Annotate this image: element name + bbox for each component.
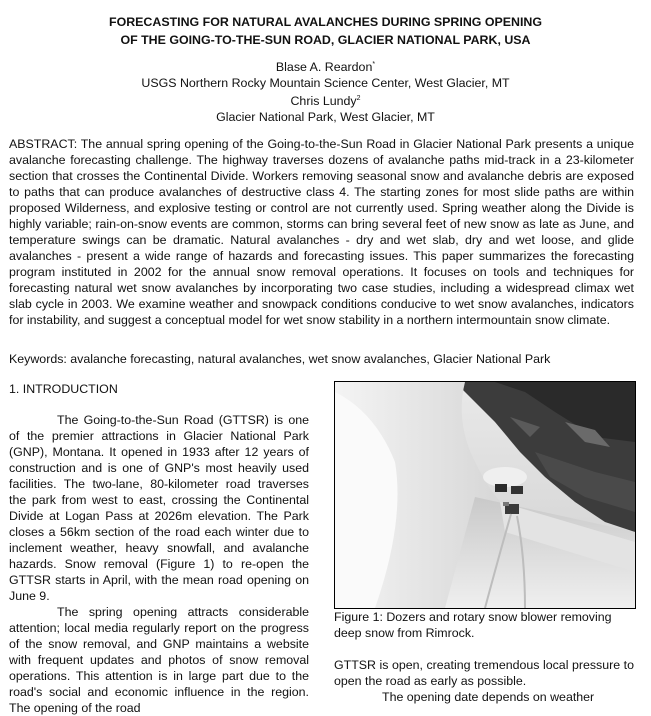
keywords: Keywords: avalanche forecasting, natural avalanches, wet snow avalanches, Glacier National Park [9, 352, 551, 366]
author-name: Chris Lundy [290, 94, 357, 109]
author-affiliation: USGS Northern Rocky Mountain Science Center, West Glacier, MT [141, 76, 510, 91]
author-affiliation: Glacier National Park, West Glacier, MT [216, 110, 435, 125]
author-1 [20, 57, 631, 75]
author-name: Blase A. Reardon [275, 60, 373, 75]
figure-photo [334, 381, 636, 609]
dozer-1 [495, 484, 507, 492]
figure-caption: Figure 1: Dozers and rotary snow blower removing deep snow from Rimrock. [334, 610, 612, 640]
author-block [20, 57, 631, 125]
section-heading: 1. INTRODUCTION [9, 382, 118, 396]
paragraph: The spring opening attracts considerable attention; local media regularly report on the progress of the snow removal, and GNP maintains a website with frequent updates and photos of snow removal operations. This attention is in large part due to the road's social and economic influence in the region. The opening of the road [9, 605, 309, 715]
author-2 [20, 91, 631, 109]
abstract: ABSTRACT: The annual spring opening of the Going-to-the-Sun Road in Glacier National Park presents a unique avalanche forecasting challenge. The highway traverses dozens of avalanche paths mid-track in a 23-kilometer section that crosses the Continental Divide. Workers removing seasonal snow and avalanche debris are exposed to paths that can produce avalanches of destructive class 4. The starting zones for most slide paths are within proposed Wilderness, and explosive testing or control are not currently used. Spring weather along the Divide is highly variable; rain-on-snow events are common, storms can bring several feet of new snow as late as June, and temperature swings can be dramatic. Natural avalanches - dry and wet slab, dry and wet loose, and glide avalanches - present a wide range of hazards and forecasting issues. This paper summarizes the forecasting program instituted in 2002 for the annual snow removal operations. It focuses on tools and techniques for forecasting natural wet snow avalanches by incorporating two case studies, including a widespread climax wet slab cycle in 2003. We examine weather and snowpack conditions conducive to wet snow avalanches, indicators for instability, and suggest a conceptual model for wet snow stability in a northern intermountain snow climate. [9, 137, 634, 327]
dozer-2 [511, 486, 523, 494]
snow-road-photo [335, 382, 635, 608]
author-mark: 2 [356, 95, 361, 103]
title-line-1: FORECASTING FOR NATURAL AVALANCHES DURING SPRING OPENING [109, 15, 542, 29]
paper-title [20, 13, 631, 49]
paragraph: The opening date depends on weather [382, 690, 595, 704]
author-mark: * [372, 61, 376, 68]
title-line-2: OF THE GOING-TO-THE-SUN ROAD, GLACIER NATIONAL PARK, USA [120, 33, 531, 47]
intro-body [9, 412, 309, 716]
right-column-body [334, 657, 634, 705]
paragraph: GTTSR is open, creating tremendous local pressure to open the road as early as possible. [334, 658, 634, 688]
paragraph: The Going-to-the-Sun Road (GTTSR) is one of the premier attractions in Glacier National Park (GNP), Montana. It opened in 1933 after 12 years of construction and is one of GNP's most heavily used facilities. The two-lane, 80-kilometer road traverses the park from west to east, crossing the Continental Divide at Logan Pass at 2026m elevation. The Park closes a 56km section of the road each winter due to inclement weather, heavy snowfall, and avalanche hazards. Snow removal (Figure 1) to re-open the GTTSR starts in April, with the mean road opening on June 9. [9, 413, 309, 603]
